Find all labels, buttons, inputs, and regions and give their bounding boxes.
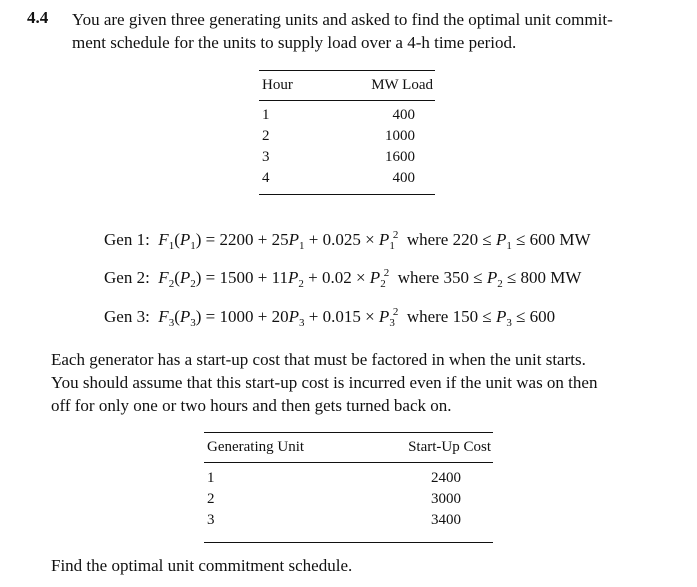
table-row [204, 469, 493, 490]
paragraph-line: Each generator has a start-up cost that must be factored in when the unit starts. [51, 350, 586, 369]
header-startup-cost: Start-Up Cost [408, 439, 491, 455]
table-row [259, 127, 435, 148]
load-cell: 1600 [385, 149, 415, 165]
intro-line: ment schedule for the units to supply load over a 4-h time period. [72, 33, 517, 52]
cost-cell: 2400 [431, 470, 461, 486]
startup-table [204, 432, 493, 543]
equation-gen-2: Gen 2: $F_2(P_2) = 1500 + 11P_2 + 0.02 \times P_2^2$ where $350 \le P_2 \le 800$ MW [104, 267, 582, 290]
hour-cell: 4 [262, 170, 270, 186]
equation-gen-3: Gen 3: $F_3(P_3) = 1000 + 20P_3 + 0.015 \times P_3^2$ where $150 \le P_3 \le 600$ [104, 306, 556, 329]
header-mw-load: MW Load [371, 77, 433, 93]
problem-intro [72, 8, 613, 54]
load-cell: 400 [392, 107, 415, 123]
header-generating-unit: Generating Unit [207, 439, 305, 455]
table-row [204, 511, 493, 532]
cost-cell: 3000 [431, 491, 461, 507]
table-row [259, 169, 435, 190]
header-hour: Hour [262, 77, 293, 93]
problem-number: 4.4 [27, 8, 49, 27]
table-row [259, 106, 435, 127]
paragraph-line: You should assume that this start-up cost is incurred even if the unit was on then [51, 373, 598, 392]
load-cell: 400 [392, 170, 415, 186]
intro-line: You are given three generating units and asked to find the optimal unit commit- [72, 10, 613, 29]
hour-cell: 2 [262, 128, 270, 144]
load-table-header [259, 71, 435, 101]
startup-paragraph [51, 348, 597, 417]
unit-cell: 2 [207, 491, 215, 507]
cost-cell: 3400 [431, 512, 461, 528]
final-instruction: Find the optimal unit commitment schedule. [51, 556, 353, 575]
unit-cell: 1 [207, 470, 215, 486]
hour-cell: 1 [262, 107, 270, 123]
load-table [259, 70, 435, 195]
hour-cell: 3 [262, 149, 270, 165]
startup-table-header [204, 433, 493, 463]
paragraph-line: off for only one or two hours and then gets turned back on. [51, 396, 452, 415]
equation-gen-1: Gen 1: $F_1(P_1) = 2200 + 25P_1 + 0.025 \times P_1^2$ where $220 \le P_1 \le 600$ MW [104, 229, 591, 252]
table-row [204, 490, 493, 511]
unit-cell: 3 [207, 512, 215, 528]
table-row [259, 148, 435, 169]
load-cell: 1000 [385, 128, 415, 144]
